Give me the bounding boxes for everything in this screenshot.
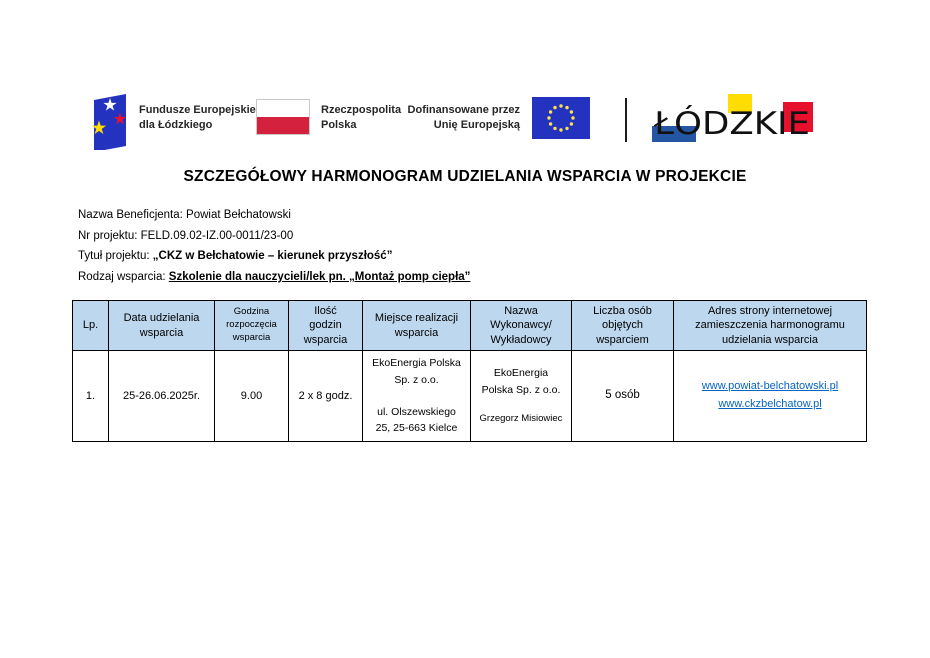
fundusze-line2: dla Łódzkiego bbox=[139, 118, 213, 131]
fundusze-europejskie-logo bbox=[90, 90, 256, 150]
eu-funding-logo bbox=[398, 97, 590, 140]
link-powiat-belchatowski[interactable]: www.powiat-belchatowski.pl bbox=[701, 380, 839, 393]
eu-flag-field bbox=[532, 97, 590, 139]
fundusze-line1: Fundusze Europejskie bbox=[139, 104, 256, 116]
contractor-line: EkoEnergia bbox=[493, 367, 549, 380]
fundusze-europejskie-flag-icon bbox=[90, 90, 130, 150]
header-lp: Lp. bbox=[73, 301, 109, 351]
project-number-line bbox=[78, 226, 392, 247]
cell-participants: 5 osób bbox=[572, 351, 674, 442]
eu-funding-label bbox=[398, 97, 520, 140]
cell-place bbox=[363, 351, 471, 442]
logo-bar bbox=[0, 88, 930, 150]
eu-funding-line2: Unię Europejską bbox=[433, 118, 520, 131]
header-participants: Liczba osób objętych wsparciem bbox=[572, 301, 674, 351]
header-contractor: Nazwa Wykonawcy/ Wykładowcy bbox=[471, 301, 572, 351]
place-line: 25, 25-663 Kielce bbox=[375, 422, 458, 435]
lodzkie-text: ŁÓDZKIE bbox=[654, 106, 790, 142]
cell-hours: 2 x 8 godz. bbox=[289, 351, 363, 442]
support-type-label: Rodzaj wsparcia: bbox=[78, 271, 166, 283]
poland-line2: Polska bbox=[321, 118, 357, 131]
link-ckz-belchatow[interactable]: www.ckzbelchatow.pl bbox=[718, 398, 822, 410]
schedule-table bbox=[72, 300, 867, 442]
project-number-value: FELD.09.02-IZ.00-0011/23-00 bbox=[140, 229, 294, 242]
cell-links bbox=[674, 351, 867, 442]
beneficiary-line bbox=[78, 205, 392, 226]
poland-flag-red bbox=[257, 117, 309, 134]
cell-contractor bbox=[471, 351, 572, 442]
rzeczpospolita-polska-logo bbox=[256, 99, 401, 135]
header-date: Data udzielania wsparcia bbox=[109, 301, 215, 351]
place-line: EkoEnergia Polska bbox=[372, 357, 461, 370]
project-title-value: „CKZ w Bełchatowie – kierunek przyszłość” bbox=[152, 250, 393, 262]
table-header-row bbox=[73, 301, 867, 351]
lodzkie-logo bbox=[652, 92, 817, 153]
header-website: Adres strony internetowej zamieszczenia harmonogramu udzielania wsparcia bbox=[674, 301, 867, 351]
eu-funding-line1: Dofinansowane przez bbox=[407, 104, 520, 116]
eu-flag-icon bbox=[532, 97, 590, 140]
project-title-label: Tytuł projektu: bbox=[78, 250, 150, 262]
cell-start-time: 9.00 bbox=[215, 351, 289, 442]
place-line: ul. Olszewskiego bbox=[377, 406, 456, 418]
place-line: Sp. z o.o. bbox=[394, 373, 439, 386]
header-start-time: Godzina rozpoczęcia wsparcia bbox=[215, 301, 289, 351]
poland-line1: Rzeczpospolita bbox=[321, 104, 402, 116]
project-number-label: Nr projektu: bbox=[78, 229, 138, 242]
project-title-line bbox=[78, 246, 392, 267]
contractor-line: Polska Sp. z o.o. bbox=[481, 383, 561, 396]
table-row bbox=[73, 351, 867, 442]
poland-label bbox=[321, 99, 401, 135]
poland-flag-white bbox=[257, 100, 309, 117]
poland-flag-icon bbox=[256, 99, 310, 135]
logo-divider bbox=[625, 98, 627, 142]
header-place: Miejsce realizacji wsparcia bbox=[363, 301, 471, 351]
support-type-line bbox=[78, 271, 470, 283]
support-type-value: Szkolenie dla nauczycieli/lek pn. „Montaż pomp ciepła” bbox=[168, 271, 471, 283]
fundusze-europejskie-label bbox=[139, 90, 256, 150]
cell-lp: 1. bbox=[73, 351, 109, 442]
cell-date: 25-26.06.2025r. bbox=[109, 351, 215, 442]
header-hours: Ilość godzin wsparcia bbox=[289, 301, 363, 351]
beneficiary-value: Powiat Bełchatowski bbox=[186, 209, 291, 221]
page-title: SZCZEGÓŁOWY HARMONOGRAM UDZIELANIA WSPARCIA W PROJEKCIE bbox=[183, 168, 747, 185]
contractor-person: Grzegorz Misiowiec bbox=[479, 412, 563, 424]
lodzkie-wordmark-icon bbox=[652, 92, 817, 148]
beneficiary-label: Nazwa Beneficjenta: bbox=[78, 209, 183, 221]
project-meta bbox=[78, 205, 392, 267]
